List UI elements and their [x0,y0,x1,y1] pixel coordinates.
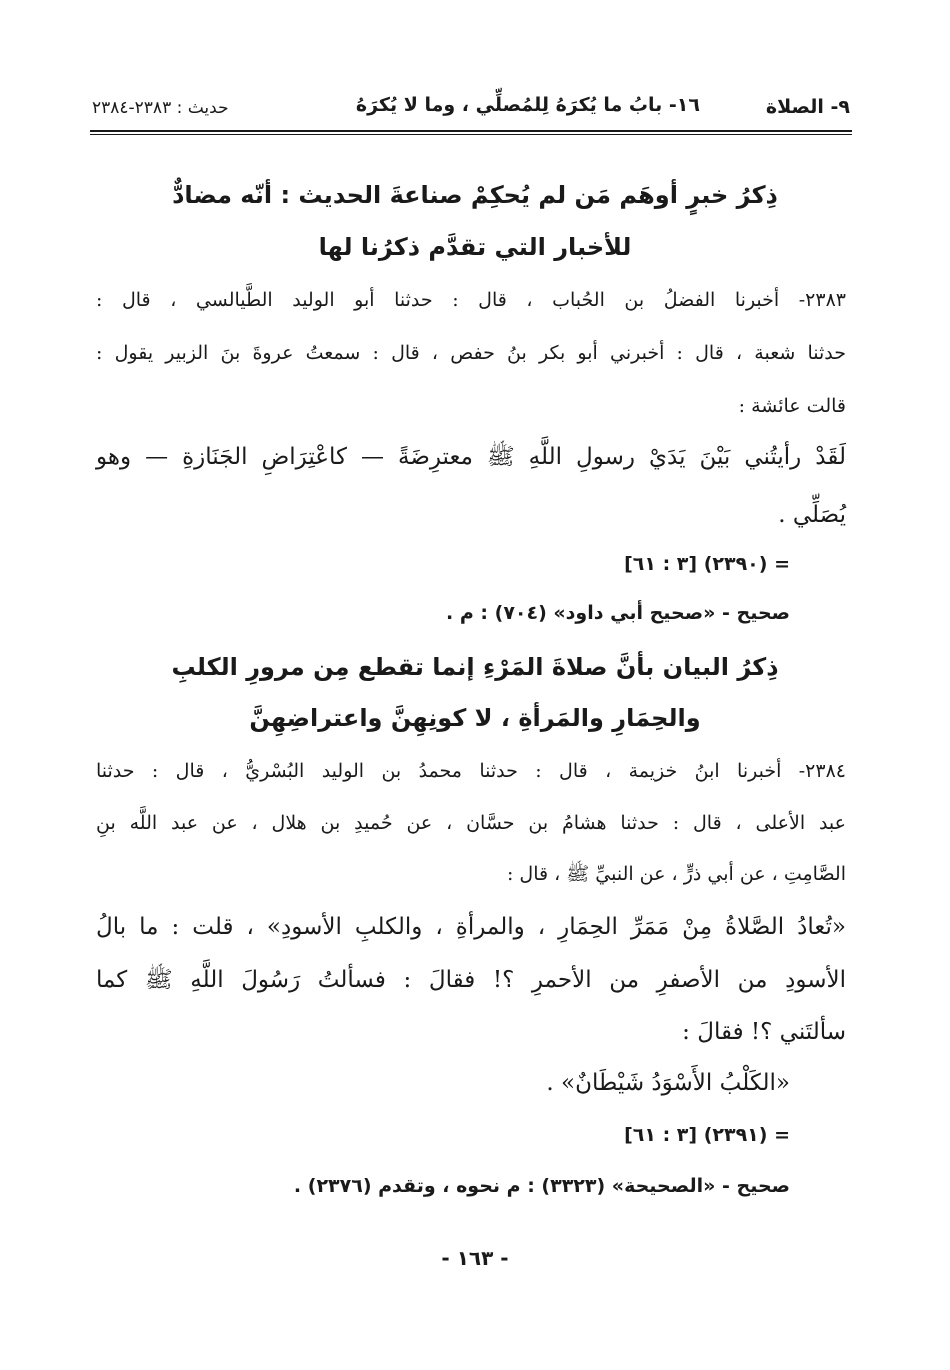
running-head [92,92,850,126]
entry2-matn-line4: «الكَلْبُ الأَسْوَدُ شَيْطَانٌ» . [546,1070,790,1096]
section-title: ١٦- بابُ ما يُكرَهُ لِلمُصلِّي ، وما لا يُكرَهُ [355,94,700,116]
entry2-heading-line2: والحِمَارِ والمَرأةِ ، لا كونِهِنَّ واعتراضِهِنَّ [249,704,701,732]
entry1-heading-line1: ذِكرُ خبرٍ أوهَم مَن لم يُحكِمْ صناعةَ الحديث : أنّه مضادٌّ [172,181,778,209]
header-rule-thin [90,134,852,135]
entry1-isnad-line3: قالت عائشة : [738,395,846,417]
chapter-title: ٩- الصلاة [765,96,850,118]
hadith-range: حديث : ٢٣٨٣-٢٣٨٤ [92,98,229,118]
entry1-reference: = (٢٣٩٠) [٣ : ٦١] [624,553,790,575]
entry1-isnad-line2: حدثنا شعبة ، قال : أخبرني أبو بكر بنُ حفص ، قال : سمعتُ عروةَ بنَ الزبير يقول : [96,342,846,364]
entry1-heading-line2: للأخبار التي تقدَّم ذكرُنا لها [318,233,632,261]
entry2-matn-line1: «تُعادُ الصَّلاةُ مِنْ مَمَرِّ الحِمَارِ ، والمرأةِ ، والكلبِ الأسودِ» ، قلت : ما بالُ [96,914,846,940]
entry2-grading: صحيح - «الصحيحة» (٣٣٢٣) : م نحوه ، وتقدم (٢٣٧٦) . [293,1175,790,1197]
entry2-matn-line3: سألتَني ؟! فقالَ : [682,1019,846,1045]
entry1-matn-line1: لَقَدْ رأيتُني بَيْنَ يَدَيْ رسولِ اللَّهِ ﷺ معترِضَةً — كاعْتِرَاضِ الجَنَازةِ — وهو [96,444,846,470]
entry2-reference: = (٢٣٩١) [٣ : ٦١] [624,1124,790,1146]
entry2-matn-line2: الأسودِ من الأصفرِ من الأحمرِ ؟! فقالَ : فسألتُ رَسُولَ اللَّهِ ﷺ كما [96,967,846,993]
header-rule [90,130,852,132]
entry2-isnad-line3: الصَّامِتِ ، عن أبي ذرٍّ ، عن النبيِّ ﷺ ، قال : [506,863,846,885]
entry2-heading-line1: ذِكرُ البيان بأنَّ صلاةَ المَرْءِ إنما تقطع مِن مرورِ الكلبِ [171,653,779,681]
entry1-isnad-line1: ٢٣٨٣- أخبرنا الفضلُ بن الحُباب ، قال : حدثنا أبو الوليد الطَّيالسي ، قال : [96,289,846,311]
entry1-matn-line2: يُصَلِّي . [778,502,846,528]
entry2-isnad-line1: ٢٣٨٤- أخبرنا ابنُ خزيمة ، قال : حدثنا محمدُ بن الوليد البُسْريُّ ، قال : حدثنا [96,760,846,782]
entry1-grading: صحيح - «صحيح أبي داود» (٧٠٤) : م . [446,602,790,624]
page-number: - ١٦٣ - [441,1246,509,1270]
entry2-isnad-line2: عبد الأعلى ، قال : حدثنا هشامُ بن حسَّان ، عن حُميدِ بن هلال ، عن عبد اللَّه بنِ [96,812,846,834]
